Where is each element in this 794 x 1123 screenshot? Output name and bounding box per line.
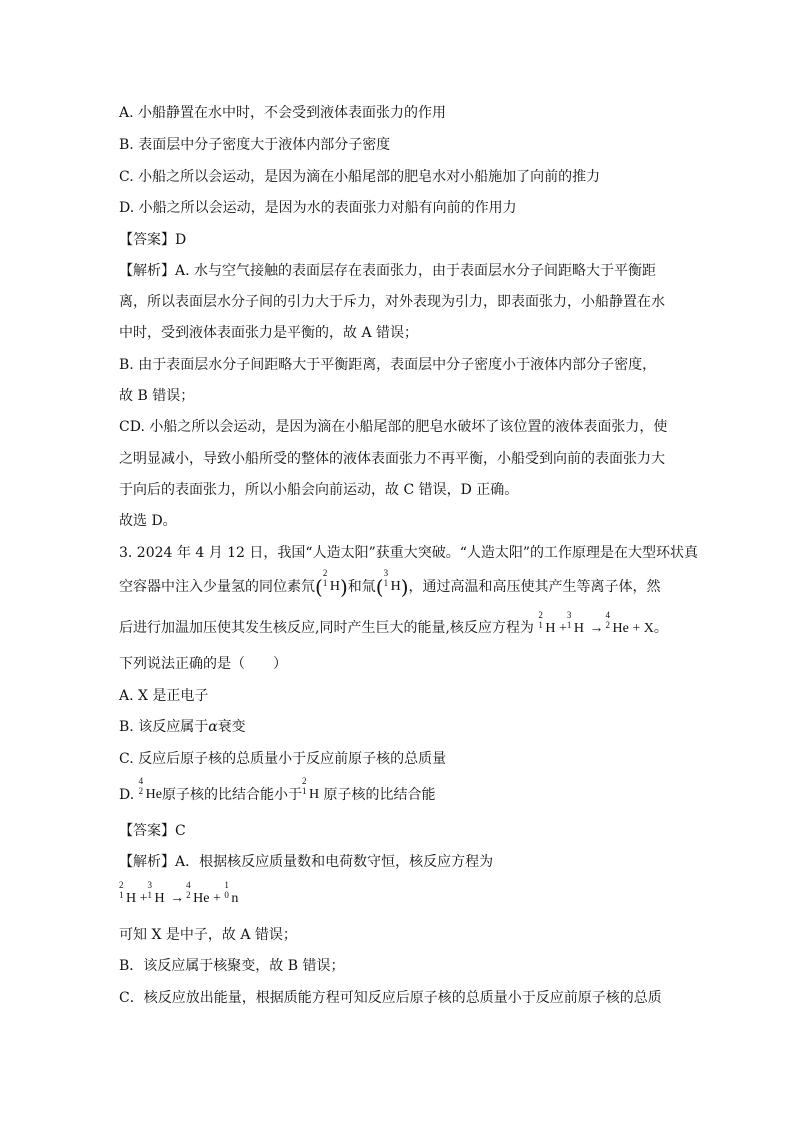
q2-analysis-line: CD. 小船之所以会运动，是因为滴在小船尾部的肥皂水破坏了该位置的液体表面张力，使	[119, 419, 668, 435]
q3-analysis-line1: 【解析】A．根据核反应质量数和电荷数守恒，核反应方程为	[119, 854, 494, 870]
paren-close: )	[400, 575, 409, 599]
q3-stem-line1: 3. 2024 年 4 月 12 日，我国“人造太阳”获重大突破。“人造太阳”的工作原理是在大型环状真	[119, 545, 699, 561]
q3-stem-text: 和氚	[347, 579, 376, 595]
q2-analysis-line: 于向后的表面张力，所以小船会向前运动，故 C 错误，D 正确。	[119, 482, 519, 498]
q2-option-d: D. 小船之所以会运动，是因为水的表面张力对船有向前的作用力	[119, 200, 517, 216]
q2-analysis-line: B. 由于表面层水分子间距略大于平衡距离，表面层中分子密度小于液体内部分子密度，	[119, 357, 657, 373]
q3-stem-line3: 后进行加温加压使其发生核反应,同时产生巨大的能量,核反应方程为 2 1 H + 3 1 H → 4 2 He + X。	[119, 609, 668, 636]
tritium-nuclide: 3 1 H	[383, 568, 401, 594]
arrow-icon: →	[589, 621, 604, 636]
q3-analysis-equation: 2 1 H + 3 1 H → 4 2 He + 1 0 n	[119, 880, 239, 907]
q2-option-c: C. 小船之所以会运动，是因为滴在小船尾部的肥皂水对小船施加了向前的推力	[119, 169, 601, 185]
q3-analysis-line5: C．核反应放出能量，根据质能方程可知反应后原子核的总质量小于反应前原子核的总质	[119, 990, 662, 1006]
q3-option-a: A. X 是正电子	[119, 688, 209, 704]
fusion-equation: 2 1 H + 3 1 H → 4 2 He + X	[538, 609, 654, 636]
paren-open: (	[315, 575, 323, 599]
q3-analysis-line3: 可知 X 是中子，故 A 错误；	[119, 927, 297, 943]
q2-analysis-line: 离，所以表面层水分子间的引力大于斥力，对外表现为引力，即表面张力，小船静置在水	[119, 294, 665, 310]
q2-analysis-line: 中时，受到液体表面张力是平衡的，故 A 错误；	[119, 325, 419, 341]
q3-stem-line2	[119, 568, 661, 599]
q2-analysis-line: 之明显减小，导致小船所受的整体的液体表面张力不再平衡，小船受到向前的表面张力大	[119, 451, 665, 467]
q3-option-c: C. 反应后原子核的总质量小于反应前原子核的总质量	[119, 751, 447, 767]
q2-answer: 【答案】D	[119, 232, 187, 248]
q3-stem-text: 空容器中注入少量氢的同位素氘	[119, 579, 315, 595]
q3-stem-text: ，通过高温和高压使其产生等离子体，然	[408, 579, 661, 595]
q3-stem-text: 后进行加温加压使其发生核反应,同时产生巨大的能量,核反应方程为	[119, 620, 534, 636]
q2-option-a: A. 小船静置在水中时，不会受到液体表面张力的作用	[119, 105, 447, 121]
helium-nuclide: 4 2 He	[138, 776, 162, 802]
arrow-icon: →	[170, 891, 185, 907]
q3-option-b: B. 该反应属于α衰变	[119, 719, 246, 735]
q3-stem-line4: 下列说法正确的是（ ）	[119, 656, 287, 672]
q2-option-b: B. 表面层中分子密度大于液体内部分子密度	[119, 137, 391, 153]
q2-analysis-line: 故 B 错误；	[119, 388, 195, 404]
q3-option-d: D. 4 2 He原子核的比结合能小于 2 1 H 原子核的比结合能	[119, 776, 436, 803]
paren-open: (	[375, 575, 384, 599]
paren-close: )	[339, 575, 348, 599]
q3-analysis-line4: B．该反应属于核聚变，故 B 错误；	[119, 958, 345, 974]
deuterium-nuclide: 2 1 H	[301, 776, 320, 802]
q2-analysis-line: 【解析】A. 水与空气接触的表面层存在表面张力，由于表面层水分子间距略大于平衡距	[119, 263, 657, 279]
q3-answer: 【答案】C	[119, 823, 186, 839]
q2-analysis-line: 故选 D。	[119, 513, 177, 529]
deuterium-nuclide: 2 1 H	[322, 568, 340, 594]
alpha-symbol: α	[208, 719, 218, 735]
